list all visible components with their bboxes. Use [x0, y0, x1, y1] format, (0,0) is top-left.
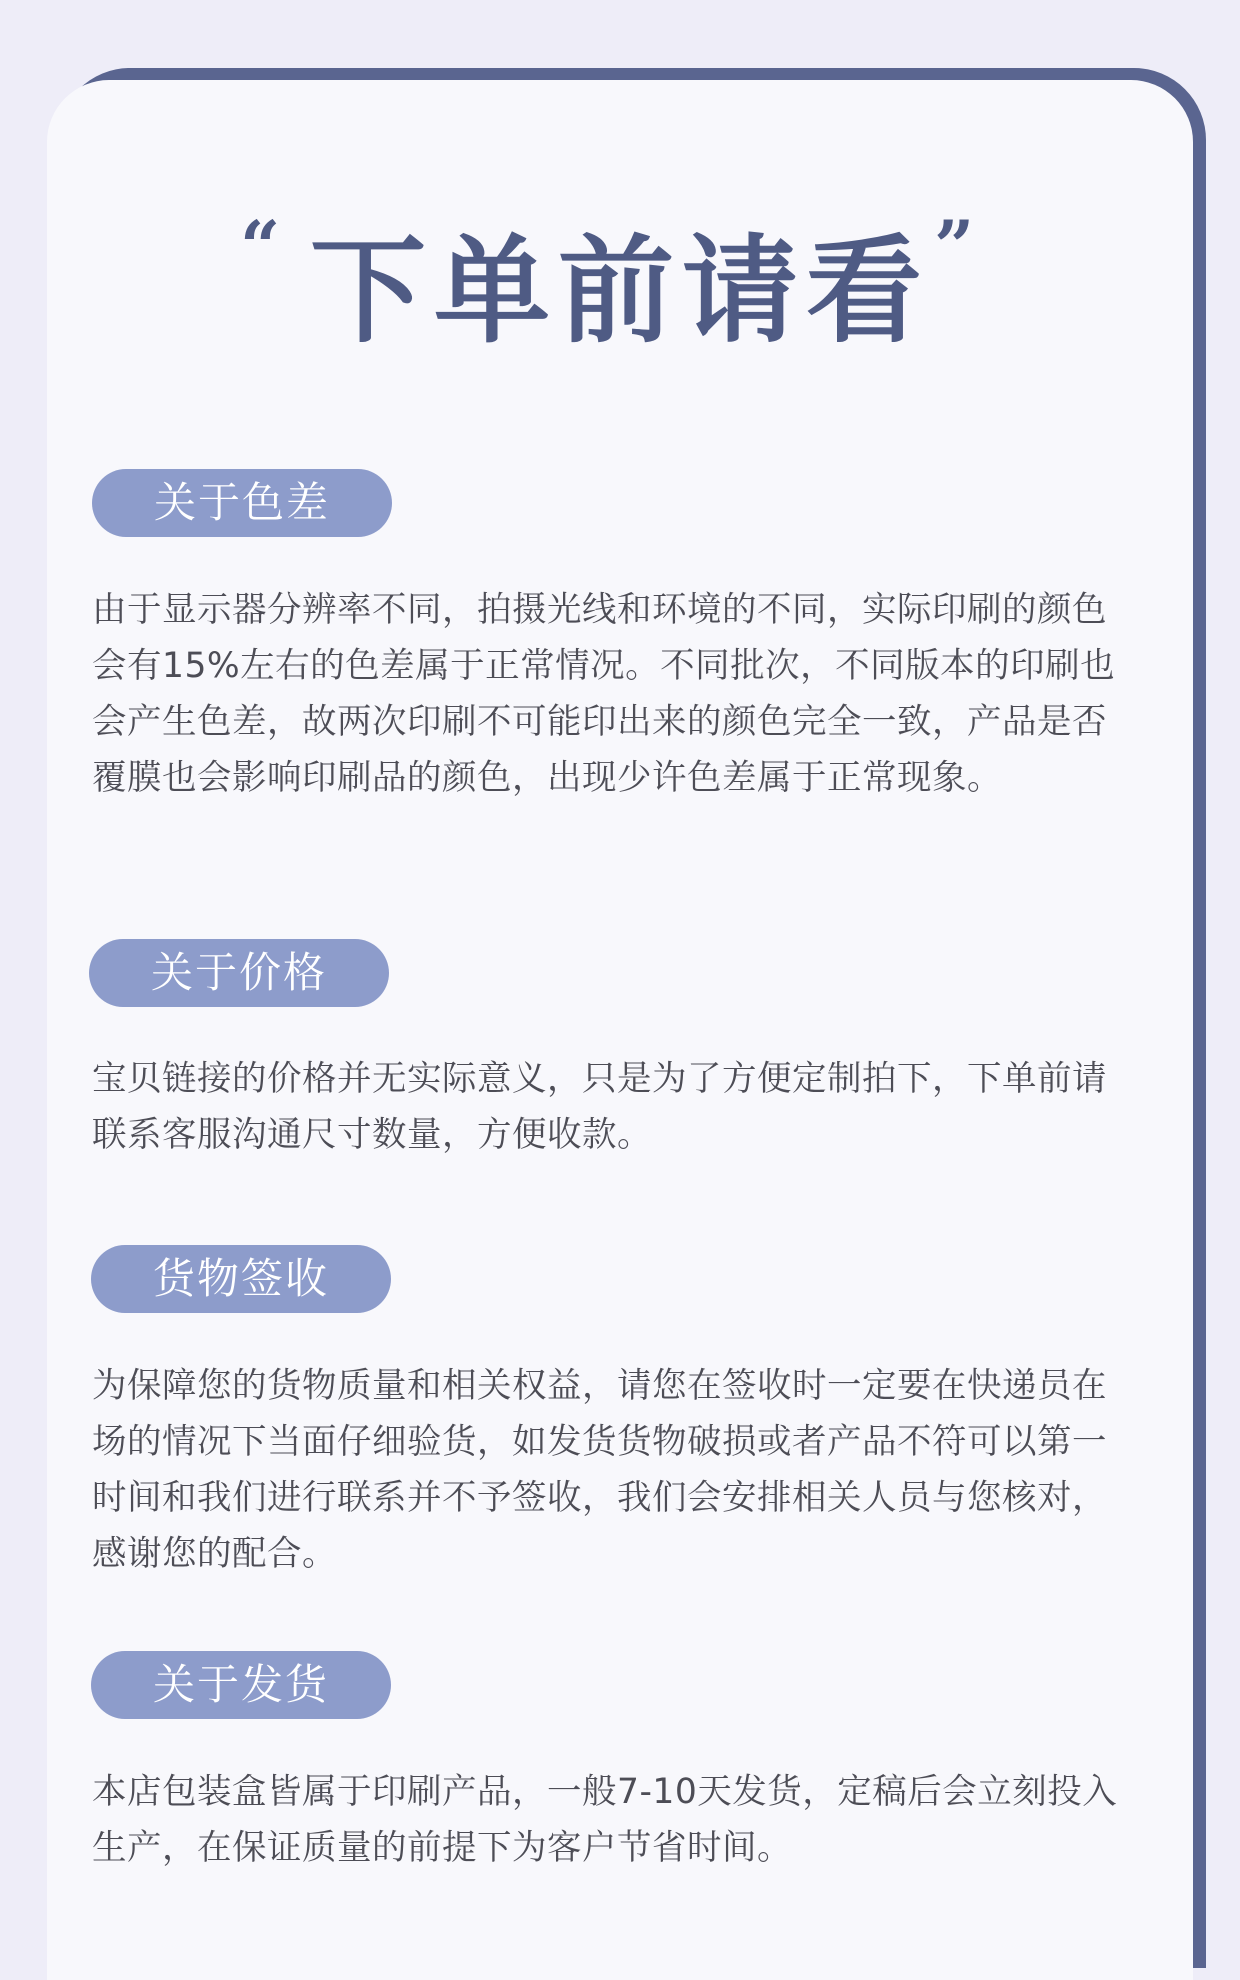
section-heading-color-difference: 关于色差 [92, 469, 392, 537]
close-quote-icon: ” [934, 205, 975, 288]
section-body-receipt: 为保障您的货物质量和相关权益，请您在签收时一定要在快递员在场的情况下当面仔细验货，如发货货物破损或者产品不符可以第一时间和我们进行联系并不予签收，我们会安排相关人员与您核对，感谢您的配合。 [92, 1366, 1107, 1574]
section-body-color-difference: 由于显示器分辨率不同，拍摄光线和环境的不同，实际印刷的颜色会有15%左右的色差属于正常情况。不同批次，不同版本的印刷也会产生色差，故两次印刷不可能印出来的颜色完全一致，产品是否覆膜也会影响印刷品的颜色，出现少许色差属于正常现象。 [92, 590, 1116, 798]
page-title: 下单前请看 [310, 224, 930, 359]
section-body-shipping: 本店包装盒皆属于印刷产品，一般7-10天发货，定稿后会立刻投入生产，在保证质量的前提下为客户节省时间。 [92, 1772, 1118, 1868]
section-body-price: 宝贝链接的价格并无实际意义，只是为了方便定制拍下，下单前请联系客服沟通尺寸数量，方便收款。 [92, 1059, 1107, 1155]
section-heading-shipping: 关于发货 [91, 1651, 391, 1719]
section-heading-receipt: 货物签收 [91, 1245, 391, 1313]
open-quote-icon: “ [240, 205, 281, 288]
section-heading-price: 关于价格 [89, 939, 389, 1007]
